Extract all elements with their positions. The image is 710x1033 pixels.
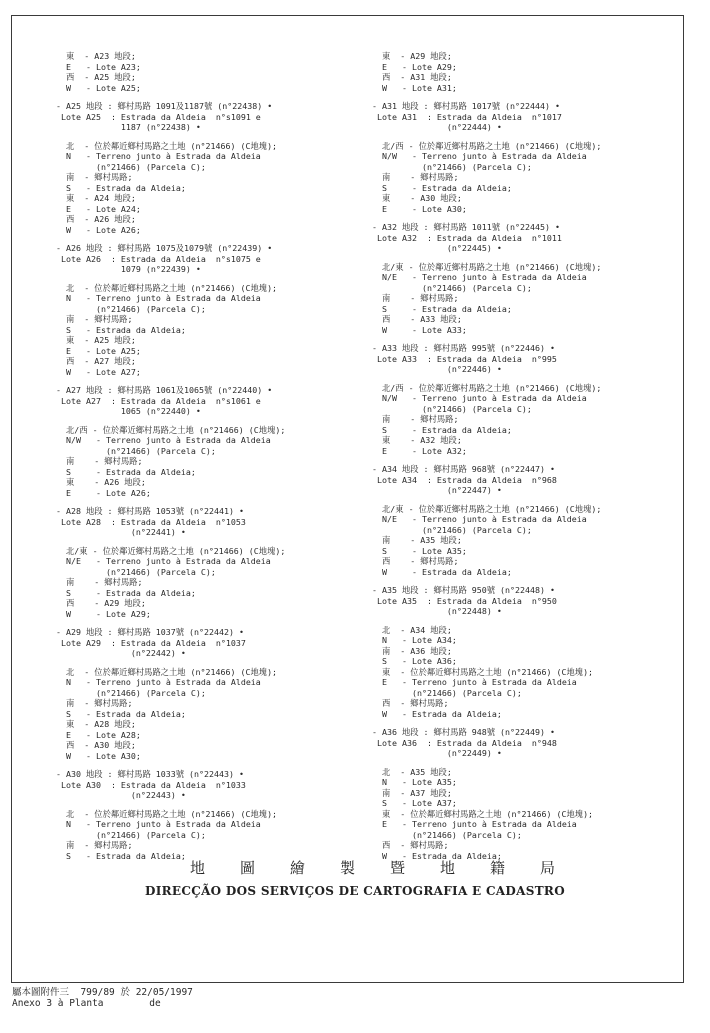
text-line: 北 - 位於鄰近鄉村馬路之土地 (n°21466) (C地塊); [56, 808, 278, 819]
text-line: (n°21466) (Parcela C); [56, 303, 206, 314]
text-line: E - Lote A24; [56, 203, 141, 214]
text-line: (n°21466) (Parcela C); [372, 524, 532, 535]
text-line: - A36 地段 : 鄉村馬路 948號 (n°22449) • [372, 727, 555, 737]
text-line: (n°22446) • [372, 364, 502, 374]
text-line: W - Estrada da Aldeia; [372, 566, 512, 577]
line-gap [56, 538, 356, 546]
text-line: N - Lote A34; [372, 635, 457, 645]
text-line: Lote A27 : Estrada da Aldeia n°s1061 e [56, 395, 261, 406]
text-line: - A32 地段 : 鄉村馬路 1011號 (n°22445) • [372, 222, 560, 232]
agency-name-portuguese: DIRECÇÃO DOS SERVIÇOS DE CARTOGRAFIA E CADASTRO [145, 884, 565, 898]
line-gap [56, 417, 356, 425]
left-column [56, 51, 356, 861]
text-line: N/E - Terreno junto à Estrada da Aldeia [56, 556, 271, 566]
text-line: 南 - 鄉村馬路; [372, 293, 459, 303]
text-line: 西 - 鄉村馬路; [372, 840, 449, 850]
line-gap [56, 235, 356, 243]
text-line: W - Estrada da Aldeia; [372, 850, 502, 861]
text-line: (n°22445) • [372, 243, 502, 253]
line-gap [372, 93, 672, 101]
line-gap [372, 375, 672, 383]
text-line: (n°22443) • [56, 790, 186, 800]
text-line: 東 - A30 地段; [372, 193, 462, 203]
text-line: Lote A31 : Estrada da Aldeia n°1017 [372, 111, 562, 122]
line-gap [56, 801, 356, 809]
text-line: 西 - A30 地段; [56, 740, 136, 750]
text-line: (n°21466) (Parcela C); [372, 161, 532, 172]
text-line: S - Estrada da Aldeia; [372, 424, 512, 435]
text-line: E - Lote A28; [56, 729, 141, 740]
text-line: 東 - A25 地段; [56, 335, 136, 345]
text-line: N/W - Terreno junto à Estrada da Aldeia [56, 435, 271, 445]
text-line: 北 - 位於鄰近鄉村馬路之土地 (n°21466) (C地塊); [56, 666, 278, 677]
text-line: 1065 (n°22440) • [56, 406, 201, 416]
text-line: 北 - 位於鄰近鄉村馬路之土地 (n°21466) (C地塊); [56, 282, 278, 293]
text-line: 南 - 鄉村馬路; [56, 456, 143, 466]
text-line: (n°21466) (Parcela C); [56, 161, 206, 172]
text-line: 南 - 鄉村馬路; [56, 840, 133, 850]
text-line: N/W - Terreno junto à Estrada da Aldeia [372, 393, 587, 403]
text-line: 南 - 鄉村馬路; [56, 314, 133, 324]
text-line: (n°21466) (Parcela C); [56, 687, 206, 698]
text-line: S - Estrada da Aldeia; [56, 708, 186, 719]
text-line: E - Lote A23; [56, 61, 141, 72]
text-line: 東 - A32 地段; [372, 435, 462, 445]
text-line: (n°22449) • [372, 748, 502, 758]
text-line: N - Terreno junto à Estrada da Aldeia [56, 293, 261, 303]
text-line: W - Lote A29; [56, 608, 151, 619]
text-line: 西 - A27 地段; [56, 356, 136, 366]
text-line: - A27 地段 : 鄉村馬路 1061及1065號 (n°22440) • [56, 385, 273, 395]
text-line: Lote A29 : Estrada da Aldeia n°1037 [56, 637, 246, 648]
line-gap [56, 619, 356, 627]
text-line: (n°22444) • [372, 122, 502, 132]
right-column [372, 51, 672, 861]
text-line: S - Estrada da Aldeia; [56, 587, 196, 598]
text-line: W - Lote A30; [56, 750, 141, 761]
text-line: N - Terreno junto à Estrada da Aldeia [56, 151, 261, 161]
text-line: S - Estrada da Aldeia; [56, 182, 186, 193]
text-line: S - Estrada da Aldeia; [56, 466, 196, 477]
text-line: 西 - A26 地段; [56, 214, 136, 224]
text-line: 西 - A29 地段; [56, 598, 146, 608]
line-gap [372, 496, 672, 504]
line-gap [56, 93, 356, 101]
footer-annex-chinese: 屬本圖附件三 799/89 於 22/05/1997 [12, 987, 193, 998]
text-line: S - Lote A36; [372, 656, 457, 666]
text-line: E - Terreno junto à Estrada da Aldeia [372, 677, 577, 687]
text-line: (n°21466) (Parcela C); [56, 445, 216, 456]
text-line: 1079 (n°22439) • [56, 264, 201, 274]
text-line: (n°22448) • [372, 606, 502, 616]
text-line: 北 - A35 地段; [372, 766, 452, 777]
text-line: Lote A25 : Estrada da Aldeia n°s1091 e [56, 111, 261, 122]
text-line: (n°21466) (Parcela C); [372, 282, 532, 293]
text-line: Lote A36 : Estrada da Aldeia n°948 [372, 737, 557, 748]
text-line: 東 - A28 地段; [56, 719, 136, 729]
text-line: W - Lote A25; [56, 82, 141, 93]
text-line: N - Terreno junto à Estrada da Aldeia [56, 677, 261, 687]
text-line: E - Lote A32; [372, 445, 467, 456]
text-line: (n°22442) • [56, 648, 186, 658]
text-line: N - Lote A35; [372, 777, 457, 787]
text-line: 東 - A23 地段; [56, 51, 136, 61]
text-line: (n°21466) (Parcela C); [372, 687, 522, 698]
text-line: 北 - A34 地段; [372, 624, 452, 635]
line-gap [56, 275, 356, 283]
text-line: - A34 地段 : 鄉村馬路 968號 (n°22447) • [372, 464, 555, 474]
text-line: 南 - A36 地段; [372, 645, 452, 656]
line-gap [372, 759, 672, 767]
line-gap [372, 617, 672, 625]
line-gap [372, 577, 672, 585]
text-line: (n°21466) (Parcela C); [372, 829, 522, 840]
text-line: 南 - A37 地段; [372, 787, 452, 798]
text-line: S - Estrada da Aldeia; [56, 324, 186, 335]
text-line: Lote A30 : Estrada da Aldeia n°1033 [56, 779, 246, 790]
line-gap [372, 254, 672, 262]
text-line: - A35 地段 : 鄉村馬路 950號 (n°22448) • [372, 585, 555, 595]
text-line: 南 - 鄉村馬路; [56, 698, 133, 708]
text-line: E - Lote A30; [372, 203, 467, 214]
text-line: 南 - A35 地段; [372, 535, 462, 545]
text-line: 北/東 - 位於鄰近鄉村馬路之土地 (n°21466) (C地塊); [56, 545, 286, 556]
text-line: N/W - Terreno junto à Estrada da Aldeia [372, 151, 587, 161]
text-line: Lote A34 : Estrada da Aldeia n°968 [372, 474, 557, 485]
text-line: 北 - 位於鄰近鄉村馬路之土地 (n°21466) (C地塊); [56, 140, 278, 151]
text-line: - A30 地段 : 鄉村馬路 1033號 (n°22443) • [56, 769, 244, 779]
text-line: W - Estrada da Aldeia; [372, 708, 502, 719]
line-gap [372, 335, 672, 343]
text-line: 北/西 - 位於鄰近鄉村馬路之土地 (n°21466) (C地塊); [372, 140, 602, 151]
text-line: 南 - 鄉村馬路; [56, 172, 133, 182]
line-gap [56, 133, 356, 141]
text-line: Lote A26 : Estrada da Aldeia n°s1075 e [56, 253, 261, 264]
text-line: 西 - A31 地段; [372, 72, 452, 82]
text-line: - A29 地段 : 鄉村馬路 1037號 (n°22442) • [56, 627, 244, 637]
text-line: 西 - A25 地段; [56, 72, 136, 82]
text-line: 西 - A33 地段; [372, 314, 462, 324]
line-gap [56, 659, 356, 667]
text-line: 南 - 鄉村馬路; [372, 414, 459, 424]
text-line: 東 - 位於鄰近鄉村馬路之土地 (n°21466) (C地塊); [372, 666, 594, 677]
text-line: S - Lote A35; [372, 545, 467, 556]
text-line: 東 - A24 地段; [56, 193, 136, 203]
agency-name-chinese: 地圖繪製暨地籍局 [189, 859, 590, 877]
line-gap [372, 719, 672, 727]
text-line: E - Terreno junto à Estrada da Aldeia [372, 819, 577, 829]
text-line: 西 - 鄉村馬路; [372, 698, 449, 708]
line-gap [56, 761, 356, 769]
line-gap [56, 498, 356, 506]
text-line: - A28 地段 : 鄉村馬路 1053號 (n°22441) • [56, 506, 244, 516]
text-line: (n°21466) (Parcela C); [56, 566, 216, 577]
text-line: (n°21466) (Parcela C); [56, 829, 206, 840]
text-line: Lote A28 : Estrada da Aldeia n°1053 [56, 516, 246, 527]
text-line: 北/東 - 位於鄰近鄉村馬路之土地 (n°21466) (C地塊); [372, 503, 602, 514]
text-line: 北/東 - 位於鄰近鄉村馬路之土地 (n°21466) (C地塊); [372, 261, 602, 272]
text-line: N - Terreno junto à Estrada da Aldeia [56, 819, 261, 829]
text-line: 西 - 鄉村馬路; [372, 556, 459, 566]
text-line: 北/西 - 位於鄰近鄉村馬路之土地 (n°21466) (C地塊); [56, 424, 286, 435]
line-gap [372, 133, 672, 141]
line-gap [56, 377, 356, 385]
text-line: S - Lote A37; [372, 798, 457, 808]
text-line: 東 - 位於鄰近鄉村馬路之土地 (n°21466) (C地塊); [372, 808, 594, 819]
text-line: Lote A35 : Estrada da Aldeia n°950 [372, 595, 557, 606]
text-line: W - Lote A27; [56, 366, 141, 377]
text-line: 南 - 鄉村馬路; [372, 172, 459, 182]
text-line: 東 - A26 地段; [56, 477, 146, 487]
text-line: 北/西 - 位於鄰近鄉村馬路之土地 (n°21466) (C地塊); [372, 382, 602, 393]
line-gap [372, 214, 672, 222]
text-line: E - Lote A25; [56, 345, 141, 356]
text-line: W - Lote A31; [372, 82, 457, 93]
text-line: - A26 地段 : 鄉村馬路 1075及1079號 (n°22439) • [56, 243, 273, 253]
text-line: W - Lote A26; [56, 224, 141, 235]
line-gap [372, 456, 672, 464]
text-line: - A25 地段 : 鄉村馬路 1091及1187號 (n°22438) • [56, 101, 273, 111]
text-line: Lote A32 : Estrada da Aldeia n°1011 [372, 232, 562, 243]
text-line: 1187 (n°22438) • [56, 122, 201, 132]
text-line: Lote A33 : Estrada da Aldeia n°995 [372, 353, 557, 364]
text-line: E - Lote A26; [56, 487, 151, 498]
text-line: (n°22447) • [372, 485, 502, 495]
text-line: - A33 地段 : 鄉村馬路 995號 (n°22446) • [372, 343, 555, 353]
text-line: (n°21466) (Parcela C); [372, 403, 532, 414]
footer-annex-portuguese: Anexo 3 à Planta de [12, 998, 161, 1009]
text-line: W - Lote A33; [372, 324, 467, 335]
text-line: N/E - Terreno junto à Estrada da Aldeia [372, 272, 587, 282]
text-line: (n°22441) • [56, 527, 186, 537]
text-line: N/E - Terreno junto à Estrada da Aldeia [372, 514, 587, 524]
text-line: E - Lote A29; [372, 61, 457, 72]
text-line: - A31 地段 : 鄉村馬路 1017號 (n°22444) • [372, 101, 560, 111]
text-line: S - Estrada da Aldeia; [372, 182, 512, 193]
text-line: S - Estrada da Aldeia; [372, 303, 512, 314]
text-line: 南 - 鄉村馬路; [56, 577, 143, 587]
text-line: S - Estrada da Aldeia; [56, 850, 186, 861]
text-line: 東 - A29 地段; [372, 51, 452, 61]
